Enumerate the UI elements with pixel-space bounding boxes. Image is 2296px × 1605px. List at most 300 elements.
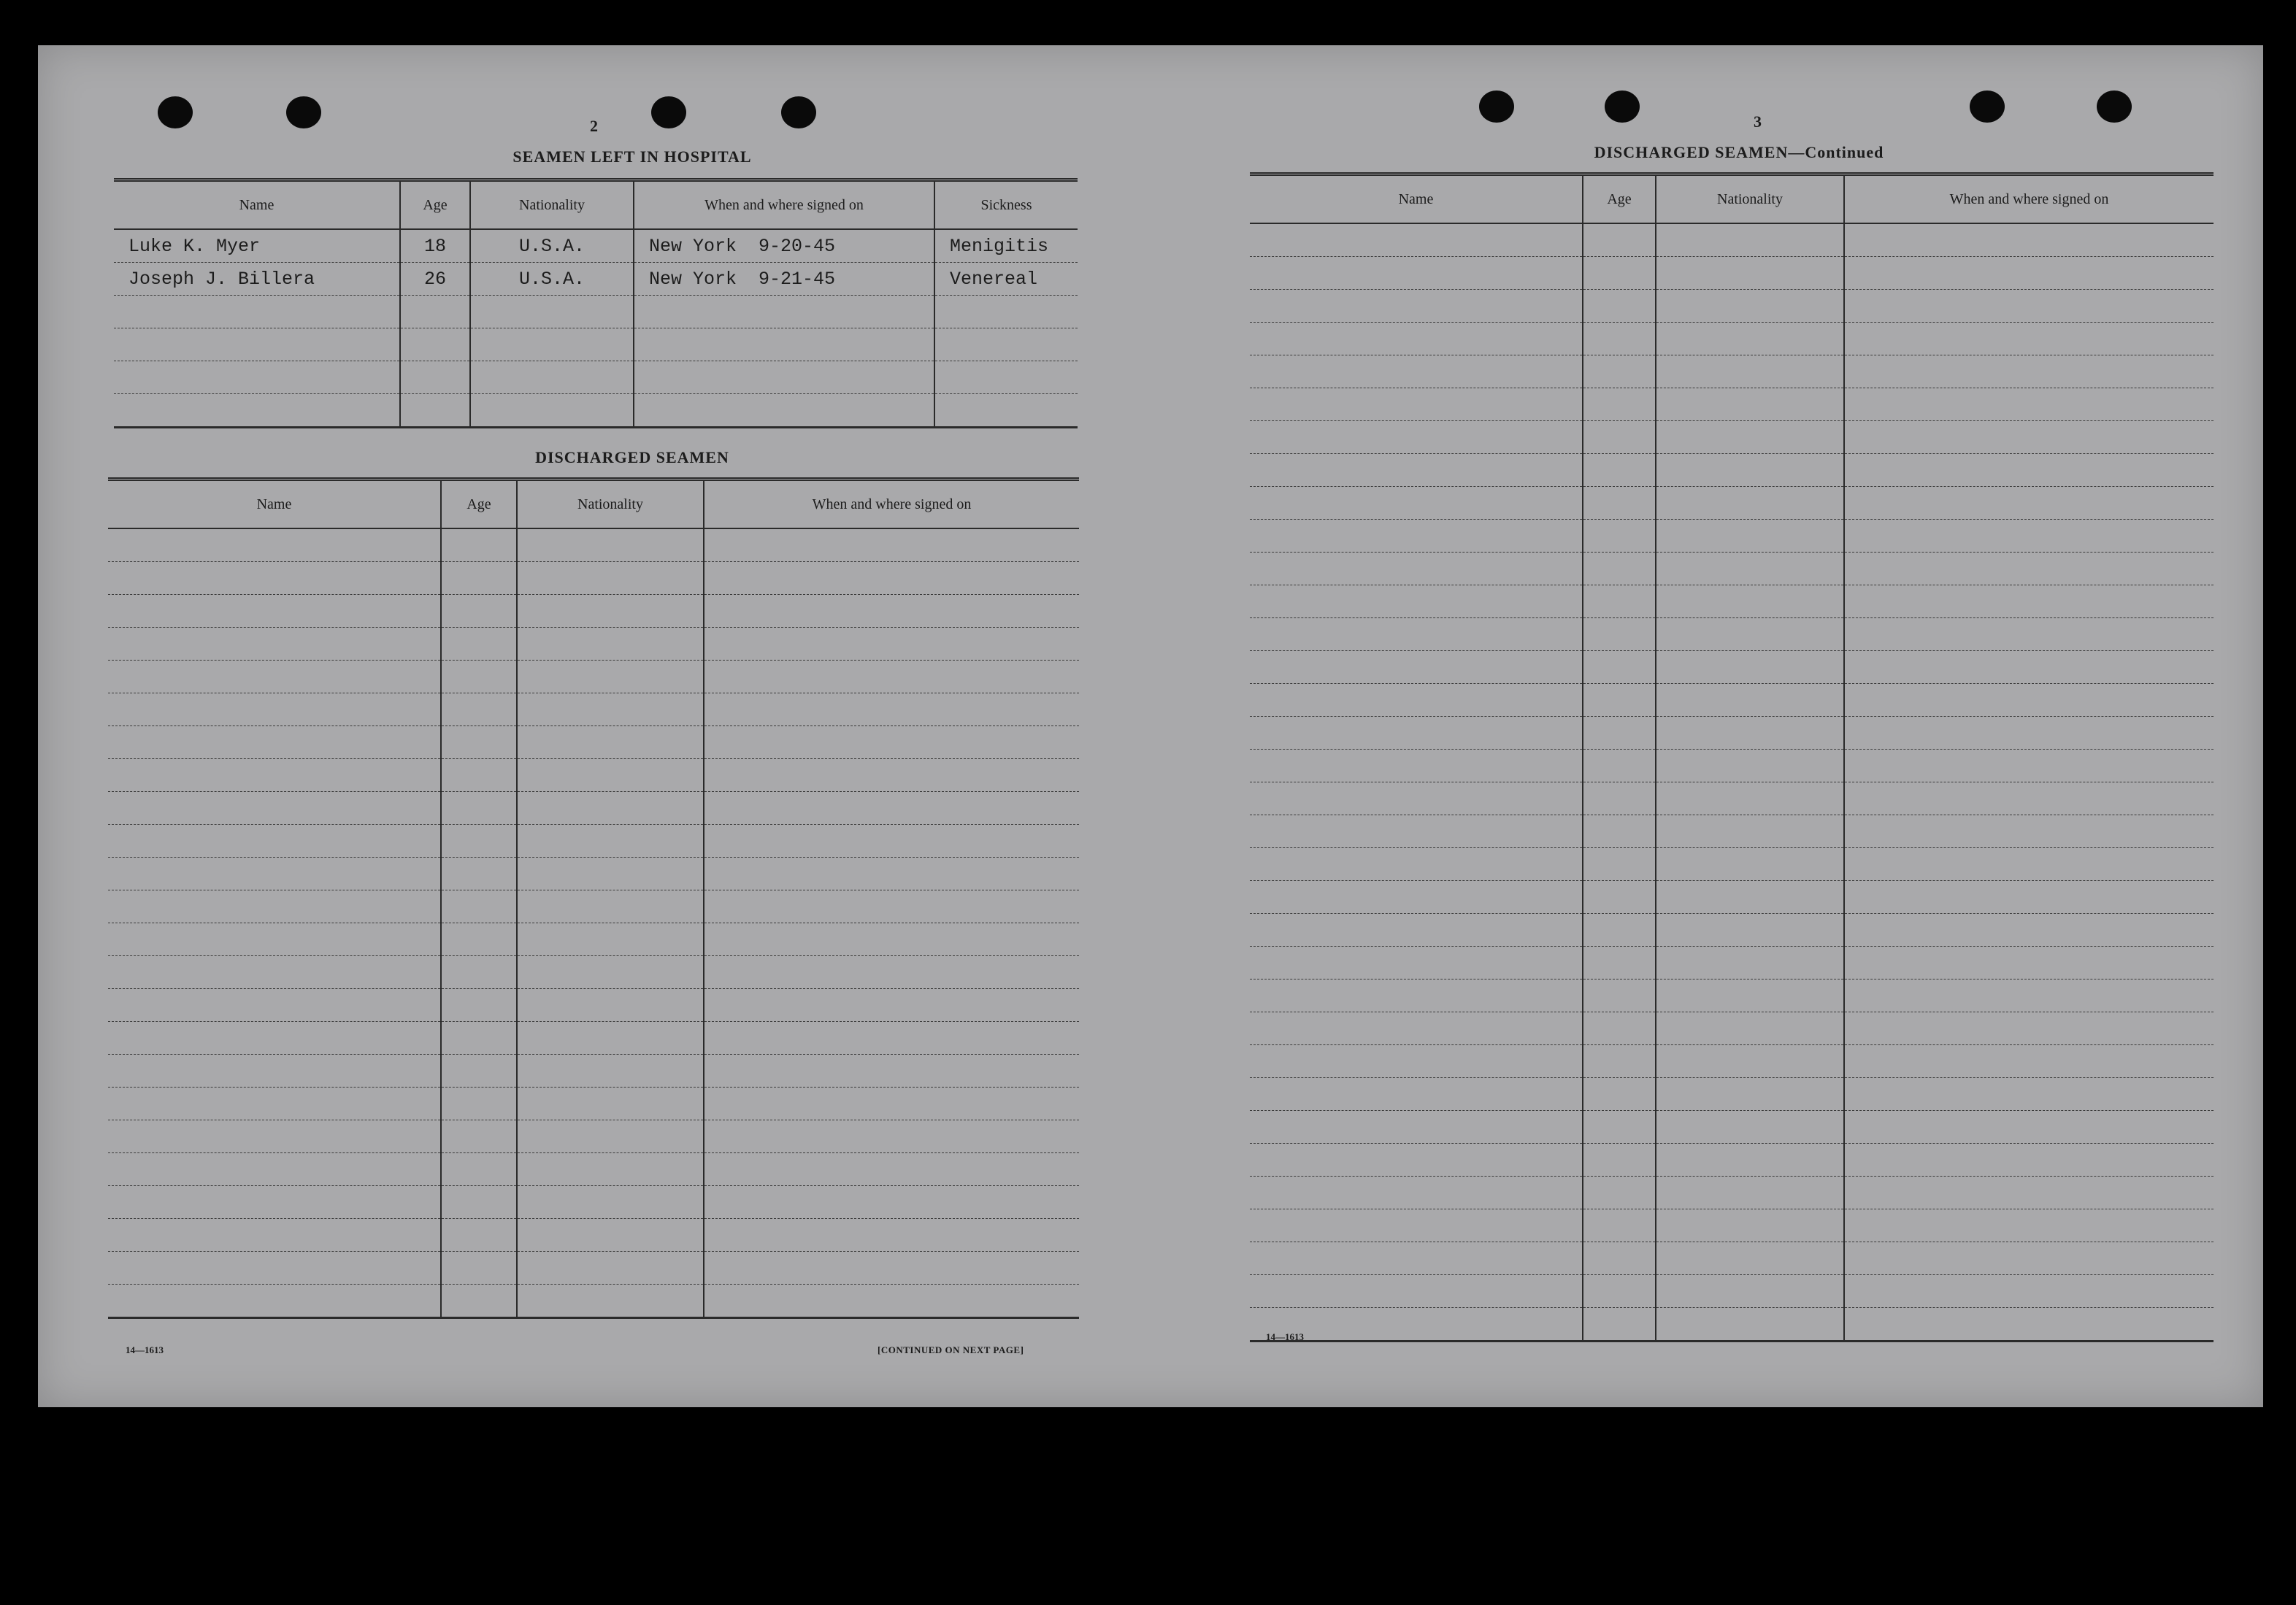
cell-name (1250, 585, 1583, 618)
cell-nationality (517, 726, 704, 759)
cell-name: Joseph J. Billera (114, 263, 400, 296)
cell-age (441, 858, 517, 890)
cell-signed-on (704, 562, 1079, 595)
cell-nationality (1656, 979, 1844, 1012)
cell-nationality (1656, 1144, 1844, 1177)
cell-age (441, 1022, 517, 1055)
cell-signed-on (1844, 520, 2214, 553)
cell-signed-on (704, 792, 1079, 825)
cell-age (1583, 881, 1656, 914)
table-row (1250, 717, 2214, 750)
cell-age (441, 759, 517, 792)
cell-age (1583, 684, 1656, 717)
cell-nationality (1656, 750, 1844, 782)
cell-signed-on (704, 1252, 1079, 1285)
cell-age (441, 1186, 517, 1219)
cell-sickness: Venereal (934, 263, 1078, 296)
cell-nationality (517, 759, 704, 792)
cell-nationality (1656, 1078, 1844, 1111)
cell-age (441, 792, 517, 825)
cell-age (1583, 1177, 1656, 1209)
cell-signed-on (704, 1022, 1079, 1055)
discharged-table-header (1250, 174, 2214, 224)
table-row (108, 989, 1079, 1022)
cell-signed-on (1844, 1012, 2214, 1045)
cell-nationality (1656, 1012, 1844, 1045)
table-row (1250, 684, 2214, 717)
cell-nationality (517, 528, 704, 562)
cell-nationality (1656, 323, 1844, 355)
cell-signed-on (704, 726, 1079, 759)
cell-nationality (517, 661, 704, 693)
table-row (1250, 881, 2214, 914)
cell-name (108, 1055, 441, 1088)
cell-nationality (517, 1186, 704, 1219)
cell-nationality (517, 1285, 704, 1318)
cell-age (1583, 1012, 1656, 1045)
cell-signed-on (1844, 1242, 2214, 1275)
cell-nationality: U.S.A. (470, 263, 634, 296)
cell-nationality (517, 923, 704, 956)
discharged-section-title: DISCHARGED SEAMEN (535, 448, 729, 466)
table-row (108, 1186, 1079, 1219)
table-row (114, 229, 1078, 263)
cell-name: Luke K. Myer (114, 229, 400, 263)
cell-name (108, 1219, 441, 1252)
table-row (1250, 947, 2214, 979)
cell-age (441, 923, 517, 956)
cell-name (108, 956, 441, 989)
cell-signed-on (704, 956, 1079, 989)
cell-sickness (934, 361, 1078, 394)
form-number: 14—1613 (1266, 1331, 1304, 1342)
cell-age (1583, 1209, 1656, 1242)
column-header-age: Age (441, 480, 517, 529)
cell-name (1250, 520, 1583, 553)
cell-signed-on (1844, 979, 2214, 1012)
cell-age (1583, 1078, 1656, 1111)
cell-signed-on (704, 858, 1079, 890)
cell-name (1250, 947, 1583, 979)
cell-nationality (1656, 881, 1844, 914)
table-row (108, 1055, 1079, 1088)
cell-name (1250, 454, 1583, 487)
cell-nationality (517, 1120, 704, 1153)
cell-age (1583, 914, 1656, 947)
cell-name (108, 661, 441, 693)
table-row (1250, 750, 2214, 782)
column-header-signed-on: When and where signed on (704, 480, 1079, 529)
cell-nationality (517, 989, 704, 1022)
cell-name (1250, 1177, 1583, 1209)
table-row (108, 1088, 1079, 1120)
binder-hole (651, 96, 686, 128)
cell-age (441, 1219, 517, 1252)
cell-signed-on (704, 595, 1079, 628)
cell-nationality (517, 1022, 704, 1055)
cell-signed-on (1844, 848, 2214, 881)
cell-name (1250, 750, 1583, 782)
table-row (1250, 585, 2214, 618)
cell-name (1250, 914, 1583, 947)
table-row (114, 328, 1078, 361)
binder-hole (781, 96, 816, 128)
cell-age (1583, 487, 1656, 520)
binder-hole (158, 96, 193, 128)
cell-nationality (517, 693, 704, 726)
cell-name (108, 1285, 441, 1318)
cell-nationality (1656, 257, 1844, 290)
table-row (108, 726, 1079, 759)
cell-name (1250, 815, 1583, 848)
cell-nationality (1656, 421, 1844, 454)
cell-age (400, 394, 470, 428)
page-number: 2 (590, 117, 598, 135)
cell-signed-on (1844, 1308, 2214, 1342)
table-row (108, 1219, 1079, 1252)
cell-signed-on (1844, 553, 2214, 585)
column-header-nationality: Nationality (517, 480, 704, 529)
cell-signed-on (1844, 1177, 2214, 1209)
document-spread (38, 45, 2263, 1407)
cell-name (1250, 290, 1583, 323)
cell-name (108, 1186, 441, 1219)
cell-signed-on (704, 1055, 1079, 1088)
table-row (1250, 520, 2214, 553)
cell-signed-on (634, 361, 934, 394)
table-row (108, 595, 1079, 628)
cell-signed-on (704, 693, 1079, 726)
column-header-age: Age (1583, 174, 1656, 224)
cell-name (1250, 1242, 1583, 1275)
cell-name (114, 296, 400, 328)
cell-nationality (1656, 290, 1844, 323)
cell-age (441, 1153, 517, 1186)
cell-name (114, 394, 400, 428)
cell-signed-on (1844, 947, 2214, 979)
cell-name (108, 693, 441, 726)
cell-signed-on (1844, 454, 2214, 487)
cell-age: 18 (400, 229, 470, 263)
continued-note: [CONTINUED ON NEXT PAGE] (878, 1344, 1024, 1355)
table-row (108, 528, 1079, 562)
cell-age (1583, 1111, 1656, 1144)
cell-signed-on (704, 1285, 1079, 1318)
cell-sickness (934, 394, 1078, 428)
cell-age (441, 1055, 517, 1088)
cell-age (1583, 520, 1656, 553)
table-row (108, 759, 1079, 792)
cell-name (108, 825, 441, 858)
cell-signed-on (1844, 223, 2214, 257)
cell-name (108, 759, 441, 792)
table-row (1250, 782, 2214, 815)
cell-nationality (1656, 223, 1844, 257)
cell-signed-on (634, 296, 934, 328)
table-row (114, 394, 1078, 428)
cell-nationality (1656, 388, 1844, 421)
cell-name (108, 1088, 441, 1120)
cell-name (1250, 651, 1583, 684)
cell-name (1250, 1275, 1583, 1308)
cell-nationality (517, 1153, 704, 1186)
cell-age (1583, 257, 1656, 290)
table-row (1250, 257, 2214, 290)
cell-nationality (517, 792, 704, 825)
cell-signed-on (704, 1120, 1079, 1153)
hospital-table (114, 178, 1078, 428)
cell-age (441, 528, 517, 562)
table-row (108, 1252, 1079, 1285)
table-row (1250, 618, 2214, 651)
table-row (1250, 1012, 2214, 1045)
cell-signed-on (1844, 1045, 2214, 1078)
cell-nationality (1656, 1111, 1844, 1144)
cell-nationality (470, 361, 634, 394)
cell-signed-on (634, 328, 934, 361)
cell-name (1250, 487, 1583, 520)
cell-nationality (517, 890, 704, 923)
cell-age (1583, 651, 1656, 684)
cell-name (108, 1120, 441, 1153)
cell-signed-on (1844, 1275, 2214, 1308)
cell-signed-on (704, 661, 1079, 693)
cell-name (108, 628, 441, 661)
cell-nationality (517, 858, 704, 890)
table-row (108, 858, 1079, 890)
column-header-signed-on: When and where signed on (1844, 174, 2214, 224)
column-header-sickness: Sickness (934, 180, 1078, 230)
table-row (1250, 1177, 2214, 1209)
cell-signed-on (1844, 1144, 2214, 1177)
discharged-table (108, 477, 1079, 1319)
cell-age (441, 890, 517, 923)
cell-name (1250, 782, 1583, 815)
cell-signed-on (704, 825, 1079, 858)
cell-signed-on: New York 9-20-45 (634, 229, 934, 263)
hospital-table-header (114, 180, 1078, 230)
cell-nationality (1656, 815, 1844, 848)
cell-signed-on (1844, 388, 2214, 421)
column-header-name: Name (1250, 174, 1583, 224)
cell-age (1583, 553, 1656, 585)
cell-signed-on (1844, 717, 2214, 750)
cell-signed-on (1844, 487, 2214, 520)
column-header-nationality: Nationality (1656, 174, 1844, 224)
cell-nationality (1656, 520, 1844, 553)
cell-name (108, 792, 441, 825)
column-header-name: Name (114, 180, 400, 230)
cell-age (400, 328, 470, 361)
cell-nationality (1656, 1275, 1844, 1308)
cell-signed-on (1844, 782, 2214, 815)
table-row (1250, 979, 2214, 1012)
table-row (108, 825, 1079, 858)
table-row (108, 1120, 1079, 1153)
cell-age (441, 1285, 517, 1318)
cell-signed-on (1844, 1111, 2214, 1144)
cell-age (1583, 223, 1656, 257)
binder-hole (2097, 91, 2132, 123)
cell-name (1250, 1111, 1583, 1144)
cell-nationality (1656, 782, 1844, 815)
table-row (108, 1022, 1079, 1055)
cell-nationality (517, 825, 704, 858)
cell-age (1583, 947, 1656, 979)
cell-nationality (1656, 585, 1844, 618)
table-row (1250, 848, 2214, 881)
cell-name (1250, 881, 1583, 914)
cell-age (441, 562, 517, 595)
cell-age (441, 628, 517, 661)
cell-signed-on (1844, 585, 2214, 618)
table-row (108, 693, 1079, 726)
table-row (108, 923, 1079, 956)
table-row (114, 296, 1078, 328)
cell-signed-on (1844, 1078, 2214, 1111)
section-title-text: DISCHARGED SEAMEN (1594, 143, 1789, 161)
binder-hole (1605, 91, 1640, 123)
table-row (1250, 1242, 2214, 1275)
cell-name (1250, 257, 1583, 290)
cell-sickness: Menigitis (934, 229, 1078, 263)
cell-signed-on (1844, 290, 2214, 323)
column-header-age: Age (400, 180, 470, 230)
table-row (1250, 388, 2214, 421)
cell-age (1583, 290, 1656, 323)
column-header-signed-on: When and where signed on (634, 180, 934, 230)
cell-age (441, 1252, 517, 1285)
cell-age (1583, 979, 1656, 1012)
cell-age (1583, 717, 1656, 750)
cell-nationality (517, 1055, 704, 1088)
cell-signed-on (634, 394, 934, 428)
table-row (1250, 454, 2214, 487)
cell-signed-on (704, 890, 1079, 923)
cell-signed-on (1844, 914, 2214, 947)
cell-nationality (1656, 553, 1844, 585)
table-row (1250, 914, 2214, 947)
cell-name (1250, 848, 1583, 881)
cell-name (108, 923, 441, 956)
cell-name (108, 858, 441, 890)
cell-age (1583, 848, 1656, 881)
cell-signed-on (1844, 881, 2214, 914)
cell-nationality: U.S.A. (470, 229, 634, 263)
table-row (1250, 355, 2214, 388)
cell-signed-on (1844, 1209, 2214, 1242)
cell-nationality (1656, 1242, 1844, 1275)
form-number: 14—1613 (126, 1344, 164, 1355)
cell-signed-on (704, 1153, 1079, 1186)
cell-age (1583, 388, 1656, 421)
hospital-section-title: SEAMEN LEFT IN HOSPITAL (512, 147, 752, 166)
table-row (1250, 1144, 2214, 1177)
cell-signed-on (1844, 618, 2214, 651)
cell-age (441, 989, 517, 1022)
cell-nationality (1656, 1045, 1844, 1078)
cell-nationality (517, 628, 704, 661)
table-row (1250, 1045, 2214, 1078)
cell-nationality (1656, 1209, 1844, 1242)
cell-nationality (1656, 684, 1844, 717)
cell-nationality (517, 595, 704, 628)
cell-name (108, 890, 441, 923)
cell-name (1250, 979, 1583, 1012)
table-row (108, 792, 1079, 825)
cell-signed-on (704, 989, 1079, 1022)
section-title-suffix: —Continued (1788, 143, 1884, 161)
cell-nationality (1656, 717, 1844, 750)
cell-name (108, 989, 441, 1022)
cell-sickness (934, 328, 1078, 361)
right-page (1162, 45, 2263, 1407)
cell-name (108, 562, 441, 595)
cell-age (441, 825, 517, 858)
cell-signed-on (1844, 355, 2214, 388)
cell-age: 26 (400, 263, 470, 296)
cell-name (1250, 1045, 1583, 1078)
cell-nationality (470, 394, 634, 428)
cell-sickness (934, 296, 1078, 328)
cell-signed-on (704, 628, 1079, 661)
cell-signed-on (1844, 257, 2214, 290)
table-row (114, 263, 1078, 296)
cell-nationality (1656, 618, 1844, 651)
cell-name (1250, 1144, 1583, 1177)
cell-nationality (1656, 848, 1844, 881)
cell-signed-on (704, 1186, 1079, 1219)
cell-nationality (517, 1252, 704, 1285)
cell-signed-on (1844, 651, 2214, 684)
table-row (114, 361, 1078, 394)
cell-age (1583, 1242, 1656, 1275)
cell-age (1583, 1308, 1656, 1342)
cell-name (1250, 388, 1583, 421)
cell-name (108, 1022, 441, 1055)
cell-name (1250, 1078, 1583, 1111)
table-row (108, 1153, 1079, 1186)
cell-name (114, 361, 400, 394)
cell-nationality (517, 1219, 704, 1252)
discharged-table-header (108, 480, 1079, 529)
cell-name (1250, 553, 1583, 585)
table-row (1250, 1209, 2214, 1242)
cell-signed-on (704, 1088, 1079, 1120)
cell-name (1250, 717, 1583, 750)
cell-age (1583, 454, 1656, 487)
cell-name (108, 595, 441, 628)
table-row (1250, 1111, 2214, 1144)
cell-age (1583, 323, 1656, 355)
cell-age (1583, 815, 1656, 848)
cell-signed-on (1844, 750, 2214, 782)
cell-age (1583, 750, 1656, 782)
cell-nationality (1656, 651, 1844, 684)
cell-nationality (1656, 487, 1844, 520)
cell-name (114, 328, 400, 361)
cell-age (1583, 1275, 1656, 1308)
left-page (38, 45, 1162, 1407)
cell-age (1583, 1144, 1656, 1177)
cell-age (1583, 1045, 1656, 1078)
cell-age (441, 661, 517, 693)
table-row (108, 956, 1079, 989)
cell-age (441, 1120, 517, 1153)
table-row (1250, 421, 2214, 454)
cell-signed-on: New York 9-21-45 (634, 263, 934, 296)
cell-signed-on (704, 759, 1079, 792)
